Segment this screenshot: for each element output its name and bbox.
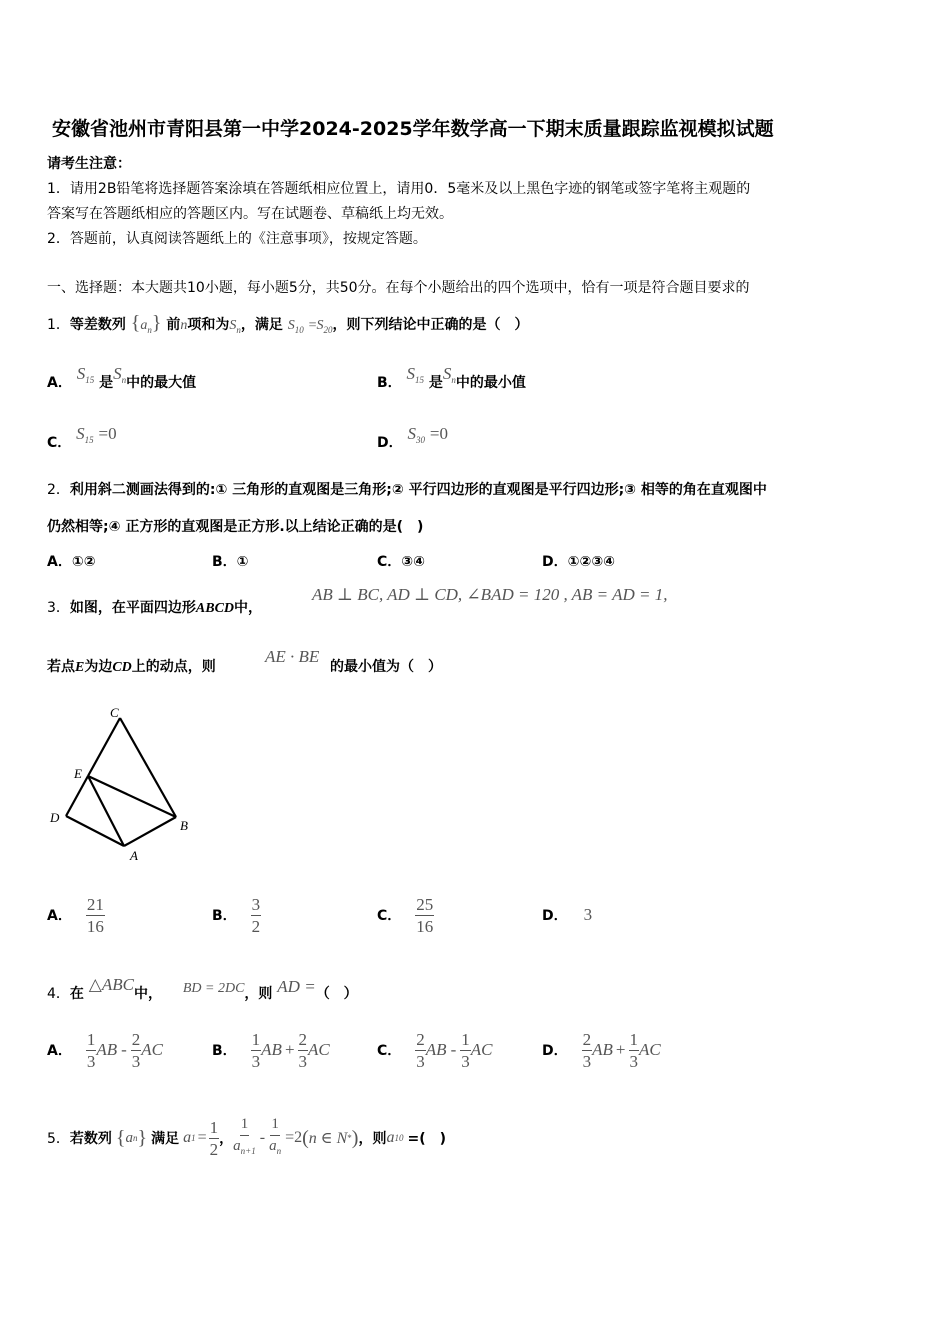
label-a: A [130,848,138,863]
edge-ab [124,817,176,846]
q3-dot-product: AE · BE [265,647,320,666]
notice-line-2: 2．答题前，认真阅读答题纸上的《注意事项》，按规定答题。 [47,231,427,247]
q4-option-b[interactable]: B． $\frac{1}{3}$ AB + $\frac{2}{3}$ AC [212,1029,330,1071]
q3-option-a[interactable]: A． $\frac{21}{16}$ [47,894,104,936]
q2-option-c[interactable]: C．③④ [377,554,425,570]
q2-option-d[interactable]: D．①②③④ [542,554,616,570]
question-3-stem-line1: 3．如图，在平面四边形ABCD中， [47,600,263,616]
label-c: C [110,705,119,720]
edge-ce [88,718,120,776]
q2-option-a[interactable]: A．①② [47,554,96,570]
quadrilateral-figure [44,700,204,870]
label-e: E [74,766,82,781]
edge-cb [120,718,176,817]
q1-option-b[interactable]: B． $S_{15}$ 是$S_n$中的最小值 [377,364,526,391]
section-heading: 一、选择题：本大题共10小题，每小题5分，共50分。在每个小题给出的四个选项中，恰有一项是符合题目要求的 [47,280,750,296]
q3-conditions: AB ⊥ BC, AD ⊥ CD, ∠BAD = 120 , AB = AD = 1, [312,585,668,604]
edge-ed [66,776,88,816]
edge-eb [88,776,176,817]
notice-line-1a: 1．请用2B铅笔将选择题答案涂填在答题纸相应位置上，请用0．5毫米及以上黑色字迹的钢笔或签字笔将主观题的 [47,181,751,197]
q3-option-d[interactable]: D． 3 [542,905,593,924]
question-1-stem: 1．等差数列 $\{a_n\}$ 前n项和为$S_n$，满足 $S_{10} =S_{20}$，则下列结论中正确的是（ ） [47,312,529,335]
q2-option-b[interactable]: B．① [212,554,249,570]
question-3-stem-line2: 若点E为边CD上的动点，则 [47,659,216,675]
q1-option-d[interactable]: D． $S_{30} =0$ [377,424,448,451]
q4-option-a[interactable]: A． $\frac{1}{3}$ AB - $\frac{2}{3}$ AC [47,1029,164,1071]
q4-option-c[interactable]: C． $\frac{2}{3}$ AB - $\frac{1}{3}$ AC [377,1029,493,1071]
label-d: D [50,810,60,825]
question-2-stem-line2: 仍然相等;④ 正方形的直观图是正方形.以上结论正确的是( ) [47,519,424,535]
question-2-stem-line1: 2．利用斜二测画法得到的:① 三角形的直观图是三角形;② 平行四边形的直观图是平行四边形;③ 相等的角在直观图中 [47,482,767,498]
question-4-stem: 4．在 △ABC中， BD = 2DC，则 AD =（ ） [47,975,358,1002]
q1-option-c[interactable]: C． $S_{15} =0$ [47,424,117,451]
q3-option-c[interactable]: C． $\frac{25}{16}$ [377,894,434,936]
q1-option-a[interactable]: A． $S_{15}$ 是$S_n$中的最大值 [47,364,197,391]
label-b: B [180,818,188,833]
notice-heading: 请考生注意： [47,156,131,172]
q4-option-d[interactable]: D． $\frac{2}{3}$ AB + $\frac{1}{3}$ AC [542,1029,661,1071]
q3-stem-tail: 的最小值为（ ） [330,659,442,675]
question-5-stem: 5． 若数列 { a n } 满足 a 1 = $\frac{1}{2}$ ， $\frac{1}{a_{n+1}}$ - $\frac{1}{a_n}$ =2 ( n ∈ N * ) ，则 a 10 =( ) [47,1116,446,1159]
q3-option-b[interactable]: B． $\frac{3}{2}$ [212,894,261,936]
notice-line-1b: 答案写在答题纸相应的答题区内。写在试题卷、草稿纸上均无效。 [47,206,453,222]
page-title: 安徽省池州市青阳县第一中学2024-2025学年数学高一下期末质量跟踪监视模拟试题 [52,118,774,140]
